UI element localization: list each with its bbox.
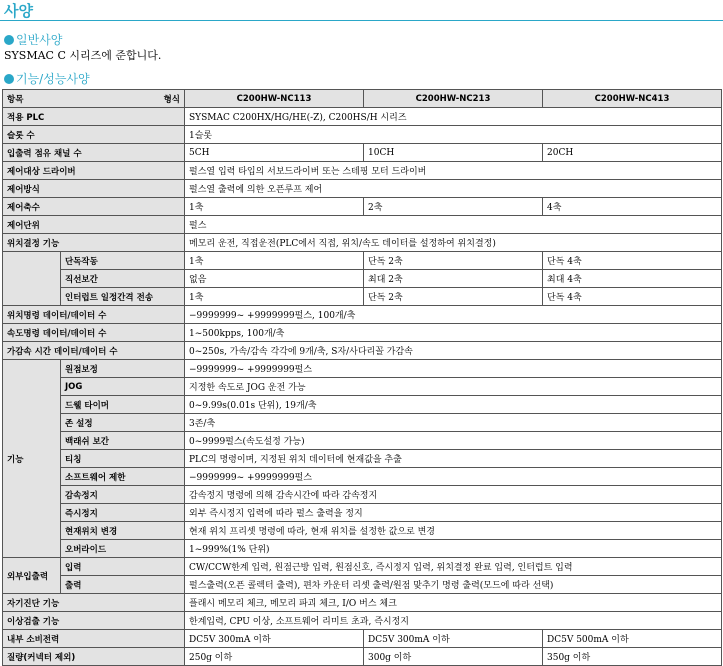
table-row — [3, 306, 722, 324]
row-label: 적용 PLC — [3, 108, 185, 126]
table-row — [3, 144, 722, 162]
table-row — [3, 216, 722, 234]
row-label: 티칭 — [61, 450, 185, 468]
row-value: 단독 2축 — [364, 252, 543, 270]
row-value: 250g 이하 — [185, 648, 364, 666]
row-label: JOG — [61, 378, 185, 396]
table-row — [3, 522, 722, 540]
header-item-label: 항목 — [7, 94, 24, 105]
row-value: 펄스열 출력에 의한 오픈루프 제어 — [185, 180, 722, 198]
row-value: 0~250s, 가속/감속 각각에 9개/축, S자/사다리꼴 가감속 — [185, 342, 722, 360]
row-label: 속도명령 데이터/데이터 수 — [3, 324, 185, 342]
row-label: 감속정지 — [61, 486, 185, 504]
table-row — [3, 540, 722, 558]
row-value: 1축 — [185, 198, 364, 216]
row-value: 한계입력, CPU 이상, 소프트웨어 리미트 초과, 즉시정지 — [185, 612, 722, 630]
row-value: 플래시 메모리 체크, 메모리 파괴 체크, I/O 버스 체크 — [185, 594, 722, 612]
table-row — [3, 126, 722, 144]
row-value: CW/CCW한계 입력, 원점근방 입력, 원점신호, 즉시정지 입력, 위치결정 완료 입력, 인터럽트 입력 — [185, 558, 722, 576]
model-nc213: C200HW-NC213 — [364, 90, 543, 108]
table-row — [3, 342, 722, 360]
row-value: 지정한 속도로 JOG 운전 가능 — [185, 378, 722, 396]
group-label-functions: 기능 — [3, 360, 61, 558]
row-label: 입출력 점유 채널 수 — [3, 144, 185, 162]
row-label: 소프트웨어 제한 — [61, 468, 185, 486]
table-row — [3, 396, 722, 414]
row-label: 위치결정 기능 — [3, 234, 185, 252]
table-row — [3, 180, 722, 198]
table-row — [3, 486, 722, 504]
table-row — [3, 198, 722, 216]
row-label: 제어방식 — [3, 180, 185, 198]
table-row — [3, 468, 722, 486]
row-label: 즉시정지 — [61, 504, 185, 522]
general-spec-heading — [4, 31, 62, 48]
row-value: 현재 위치 프리셋 명령에 따라, 현재 위치를 설정한 값으로 변경 — [185, 522, 722, 540]
row-value: 감속정지 명령에 의해 감속시간에 따라 감속정지 — [185, 486, 722, 504]
table-row — [3, 324, 722, 342]
row-label: 출력 — [61, 576, 185, 594]
row-value: 0~9.99s(0.01s 단위), 19개/축 — [185, 396, 722, 414]
row-value: 펄스 — [185, 216, 722, 234]
table-row — [3, 504, 722, 522]
table-row — [3, 252, 722, 270]
table-row — [3, 630, 722, 648]
row-value: 20CH — [543, 144, 722, 162]
row-label: 원점보정 — [61, 360, 185, 378]
table-row — [3, 234, 722, 252]
row-value: 외부 즉시정지 입력에 따라 펄스 출력을 정지 — [185, 504, 722, 522]
model-nc113: C200HW-NC113 — [185, 90, 364, 108]
general-spec-heading-text: 일반사양 — [16, 33, 63, 47]
row-value: 최대 4축 — [543, 270, 722, 288]
table-row — [3, 288, 722, 306]
table-row — [3, 450, 722, 468]
row-value: 0~9999펄스(속도설정 가능) — [185, 432, 722, 450]
page-title: 사양 — [4, 2, 33, 20]
row-label: 가감속 시간 데이터/데이터 수 — [3, 342, 185, 360]
row-value: 단독 4축 — [543, 288, 722, 306]
table-row — [3, 108, 722, 126]
table-row — [3, 162, 722, 180]
row-value: 최대 2축 — [364, 270, 543, 288]
header-item-cell — [3, 90, 185, 108]
row-value: 350g 이하 — [543, 648, 722, 666]
performance-spec-heading — [4, 70, 90, 87]
group-label-external-io: 외부입출력 — [3, 558, 61, 594]
row-value: DC5V 300mA 이하 — [364, 630, 543, 648]
table-row — [3, 378, 722, 396]
row-label: 슬롯 수 — [3, 126, 185, 144]
bullet-icon — [4, 35, 14, 45]
group-label-positioning — [3, 252, 61, 306]
row-value: −9999999~ +9999999펄스 — [185, 360, 722, 378]
row-label: 직선보간 — [61, 270, 185, 288]
general-spec-text: SYSMAC C 시리즈에 준합니다. — [4, 49, 162, 62]
row-value: 300g 이하 — [364, 648, 543, 666]
table-row — [3, 648, 722, 666]
table-row — [3, 270, 722, 288]
row-label: 단독작동 — [61, 252, 185, 270]
table-header-row — [3, 90, 722, 108]
row-value: 1축 — [185, 252, 364, 270]
table-row — [3, 594, 722, 612]
row-label: 제어대상 드라이버 — [3, 162, 185, 180]
table-row — [3, 414, 722, 432]
row-label: 존 설정 — [61, 414, 185, 432]
title-divider — [0, 20, 723, 21]
row-value: 메모리 운전, 직접운전(PLC에서 직접, 위치/속도 데이터를 설정하여 위치결정) — [185, 234, 722, 252]
row-label: 오버라이드 — [61, 540, 185, 558]
row-value: 2축 — [364, 198, 543, 216]
spec-table — [2, 89, 722, 666]
row-value: 1~999%(1% 단위) — [185, 540, 722, 558]
row-value: 펄스열 입력 타입의 서보드라이버 또는 스테핑 모터 드라이버 — [185, 162, 722, 180]
row-label: 인터럽트 일정간격 전송 — [61, 288, 185, 306]
row-value: −9999999~ +9999999펄스, 100개/축 — [185, 306, 722, 324]
table-row — [3, 576, 722, 594]
row-value: 4축 — [543, 198, 722, 216]
row-label: 자기진단 기능 — [3, 594, 185, 612]
row-value: 10CH — [364, 144, 543, 162]
row-value: 1슬롯 — [185, 126, 722, 144]
row-value: 펄스출력(오픈 콜렉터 출력), 편차 카운터 리셋 출력/원점 맞추기 명령 출력(모드에 따라 선택) — [185, 576, 722, 594]
performance-spec-heading-text: 기능/성능사양 — [16, 72, 90, 86]
row-label: 드웰 타이머 — [61, 396, 185, 414]
header-model-label: 형식 — [163, 94, 180, 105]
table-row — [3, 360, 722, 378]
row-value: 5CH — [185, 144, 364, 162]
row-label: 입력 — [61, 558, 185, 576]
row-value: PLC의 명령이며, 지정된 위치 데이터에 현재값을 추출 — [185, 450, 722, 468]
row-label: 현재위치 변경 — [61, 522, 185, 540]
table-row — [3, 612, 722, 630]
row-value: 1축 — [185, 288, 364, 306]
row-value: SYSMAC C200HX/HG/HE(-Z), C200HS/H 시리즈 — [185, 108, 722, 126]
row-value: 1~500kpps, 100개/축 — [185, 324, 722, 342]
row-label: 내부 소비전력 — [3, 630, 185, 648]
model-nc413: C200HW-NC413 — [543, 90, 722, 108]
row-label: 이상검출 기능 — [3, 612, 185, 630]
row-label: 질량(커넥터 제외) — [3, 648, 185, 666]
bullet-icon — [4, 74, 14, 84]
row-value: DC5V 300mA 이하 — [185, 630, 364, 648]
row-value: 없음 — [185, 270, 364, 288]
row-value: 단독 4축 — [543, 252, 722, 270]
row-label: 위치명령 데이터/데이터 수 — [3, 306, 185, 324]
row-label: 제어단위 — [3, 216, 185, 234]
row-label: 백래쉬 보간 — [61, 432, 185, 450]
table-row — [3, 558, 722, 576]
row-value: 단독 2축 — [364, 288, 543, 306]
row-value: DC5V 500mA 이하 — [543, 630, 722, 648]
row-value: 3존/축 — [185, 414, 722, 432]
row-value: −9999999~ +9999999펄스 — [185, 468, 722, 486]
row-label: 제어축수 — [3, 198, 185, 216]
table-row — [3, 432, 722, 450]
